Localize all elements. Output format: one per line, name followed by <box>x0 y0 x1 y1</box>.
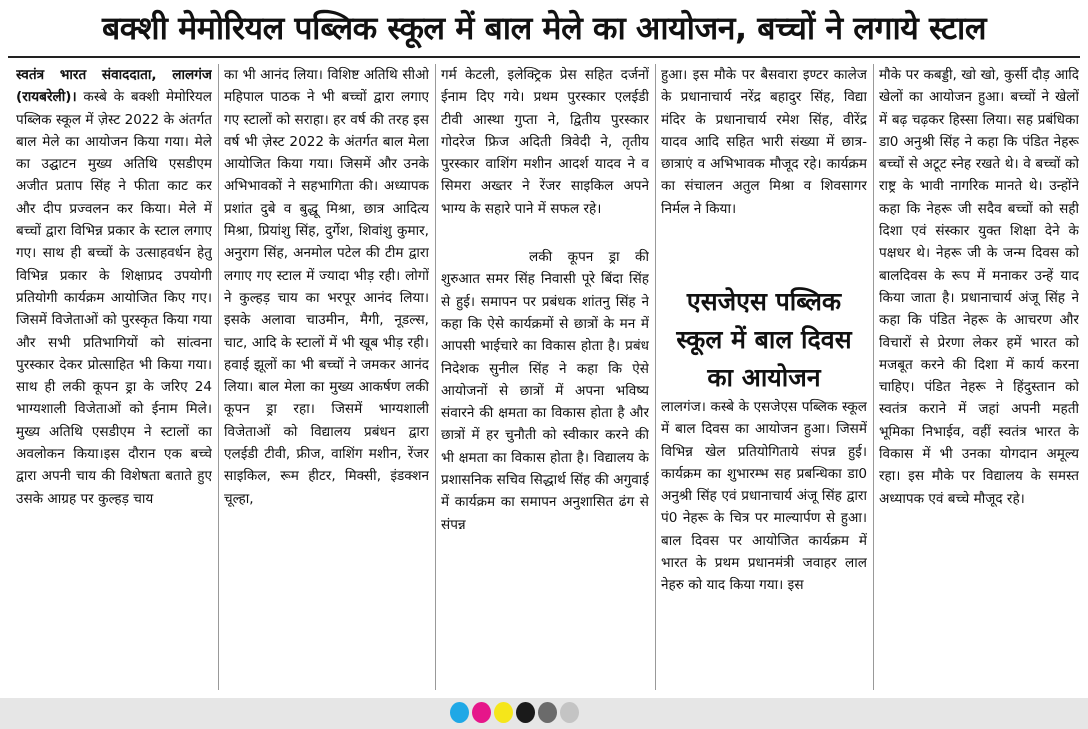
article-column-2 <box>224 64 429 690</box>
registration-dot <box>560 702 579 723</box>
registration-dot <box>516 702 535 723</box>
column-divider <box>873 64 874 690</box>
sub-article-text-1: लालगंज। कस्बे के एसजेएस पब्लिक स्कूल में बाल दिवस का आयोजन हुआ। जिसमें विभिन्न खेल प्रतियोगिताये संपन्न हुई। कार्यक्रम का शुभारम्भ सह प्रबन्धिका डा0 अनुश्री सिंह एवं प्रधानाचार्य अंजू सिंह द्वारा पं0 नेहरू के चित्र पर माल्यार्पण से हुआ। बाल दिवस पर आयोजित कार्यक्रम में भारत के प्रथम प्रधानमंत्री जवाहर लाल नेहरु को याद किया गया। इस <box>661 399 867 594</box>
article-column-1 <box>16 64 212 690</box>
article-column-4 <box>661 64 867 274</box>
article-text-3b: लकी कूपन ड्रा की शुरुआत समर सिंह निवासी पूरे बिंदा सिंह से हुई। समापन पर प्रबंधक शांतनु सिंह ने कहा कि ऐसे कार्यक्रमों से छात्रों के मन में आपसी भाईचारे का विकास होता है। प्रबंध निदेशक सुनील सिंह ने कहा कि ऐसे आयोजनों से छात्रों में अपना भविष्य संवारने की क्षमता का विकास होता है और छात्रों में हर चुनौती को स्वीकार करने की भी क्षमता का विकास होता है। विद्यालय के प्रशासनिक सचिव सिद्धार्थ सिंह की अगुवाई में कार्यक्रम का समापन अनुशासित ढंग से संपन्न <box>441 249 649 533</box>
column-divider <box>655 64 656 690</box>
registration-dot <box>472 702 491 723</box>
byline: स्वतंत्र भारत संवाददाता, लालगंज (रायबरेली)। <box>16 67 212 106</box>
headline-rule <box>8 56 1080 58</box>
sub-article-text-2: मौके पर कबड्डी, खो खो, कुर्सी दौड़ आदि खेलों का आयोजन हुआ। बच्चों ने खेलों में बढ़ चढ़कर हिस्सा लिया। सह प्रबंधिका डा0 अनुश्री सिंह ने कहा कि पंडित नेहरू बच्चों से अटूट स्नेह रखते थे। वे बच्चों को राष्ट्र के भावी नागरिक मानते थे। उन्होंने कहा कि नेहरू जी सदैव बच्चों को सही दिशा एवं संस्कार युक्त शिक्षा देने के पक्षधर थे। नेहरू जी के जन्म दिवस को बालदिवस के रूप में मनाकर उन्हें याद किया जाता है। प्रधानाचार्य अंजू सिंह ने कहा कि पंडित नेहरू के आचरण और विचारों से प्रेरणा लेकर हमें भारत को मजबूत करने की दिशा में कार्य करना चाहिए। पंडित नेहरू ने हिंदुस्तान को स्वतंत्र कराने में जहां अपनी महती भूमिका निभाईव, वहीं स्वतंत्र भारत के विकास में भी उनका योगदान अमूल्य रहा। इस मौके पर विद्यालय के समस्त अध्यापक एवं बच्चे मौजूद रहे। <box>879 67 1079 507</box>
registration-dot <box>494 702 513 723</box>
sub-article-column-1 <box>661 396 867 690</box>
sub-article-column-2 <box>879 64 1079 690</box>
article-text-2: का भी आनंद लिया। विशिष्ट अतिथि सीओ महिपाल पाठक ने भी बच्चों द्वारा लगाए गए स्टालों को सराहा। हर वर्ष की तरह इस वर्ष भी ज़ेस्ट 2022 के अंतर्गत बाल मेला आयोजित किया गया। जिसमें और उनके अभिभावकों ने सहभागिता की। अध्यापक प्रशांत दुबे व बुद्धू मिश्रा, छात्र आदित्य मिश्रा, प्रियांशु सिंह, दुर्गेश, शिवांशु कुमार, अनुराग सिंह, अनमोल पटेल की टीम द्वारा लगाए गए स्टाल में ज्यादा भीड़ रही। लोगों ने कुल्हड़ चाय का भरपूर आनंद लिया। इसके अलावा चाउमीन, मैगी, नूडल्स, चाट, आदि के स्टालों में भी खूब भीड़ रही। हवाई झूलों का भी बच्चों ने जमकर आनंद लिया। बाल मेला का मुख्य आकर्षण लकी कूपन ड्रा रहा। जिसमें भाग्यशाली विजेताओं को विद्यालय प्रबंधन द्वारा एलईडी टीवी, फ्रीज, वाशिंग मशीन, रेंजर साइकिल, रूम हीटर, मिक्सी, इंडक्शन चूल्हा, <box>224 67 429 507</box>
article-text-3a: गर्म केटली, इलेक्ट्रिक प्रेस सहित दर्जनों ईनाम दिए गये। प्रथम पुरस्कार एलईडी टीवी आस्था गुप्ता ने, द्वितीय पुरस्कार गोदरेज फ्रिज अदिती त्रिवेदी ने, तृतीय पुरस्कार वाशिंग मशीन आदर्श यादव ने व सिमरा अख्तर ने रेंजर साइकिल अपने भाग्य के सहारे पाने में सफल रहे। <box>441 67 649 217</box>
color-registration-marks <box>450 702 579 723</box>
article-column-3 <box>441 64 649 690</box>
sub-article-headline: एसजेएस पब्लिक स्कूल में बाल दिवस का आयोजन <box>676 287 852 392</box>
article-text-1: कस्बे के बक्शी मेमोरियल पब्लिक स्कूल में ज़ेस्ट 2022 के अंतर्गत बाल मेले का आयोजन किया गया। मेले का उद्घाटन मुख्य अतिथि एसडीएम अजीत प्रताप सिंह ने फीता काट कर और दीप प्रज्वलन कर किया। मेले में बच्चों द्वारा विभिन्न प्रकार के स्टाल लगाए गए। साथ ही बच्चों के उत्साहवर्धन हेतु विभिन्न प्रकार के शिक्षाप्रद उपयोगी प्रतियोगी कार्यक्रम आयोजित किए गए। जिसमें विजेताओं को पुरस्कृत किया गया और सभी प्रतिभागियों को सांत्वना पुरस्कार देकर प्रोत्साहित भी किया गया। साथ ही लकी कूपन ड्रा के जरिए 24 भाग्यशाली विजेताओं को ईनाम मिले। मुख्य अतिथि एसडीएम ने स्टालों का अवलोकन किया।इस दौरान एक बच्चे द्वारा अपनी चाय की विशेषता बताते हुए उसके आग्रह पर कुल्हड़ चाय <box>16 89 212 507</box>
registration-dot <box>538 702 557 723</box>
article-text-4: हुआ। इस मौके पर बैसवारा इण्टर कालेज के प्रधानाचार्य नरेंद्र बहादुर सिंह, विद्या मंदिर के प्रधानाचार्य रमेश सिंह, वीरेंद्र यादव आदि सहित भारी संख्या में छात्र-छात्राएं व अभिभावक मौजूद रहे। कार्यक्रम का संचालन अतुल मिश्रा व शिवसागर निर्मल ने किया। <box>661 67 867 217</box>
headline: बक्शी मेमोरियल पब्लिक स्कूल में बाल मेले का आयोजन, बच्चों ने लगाये स्टाल <box>101 8 987 47</box>
column-divider <box>435 64 436 690</box>
registration-dot <box>450 702 469 723</box>
column-divider <box>218 64 219 690</box>
